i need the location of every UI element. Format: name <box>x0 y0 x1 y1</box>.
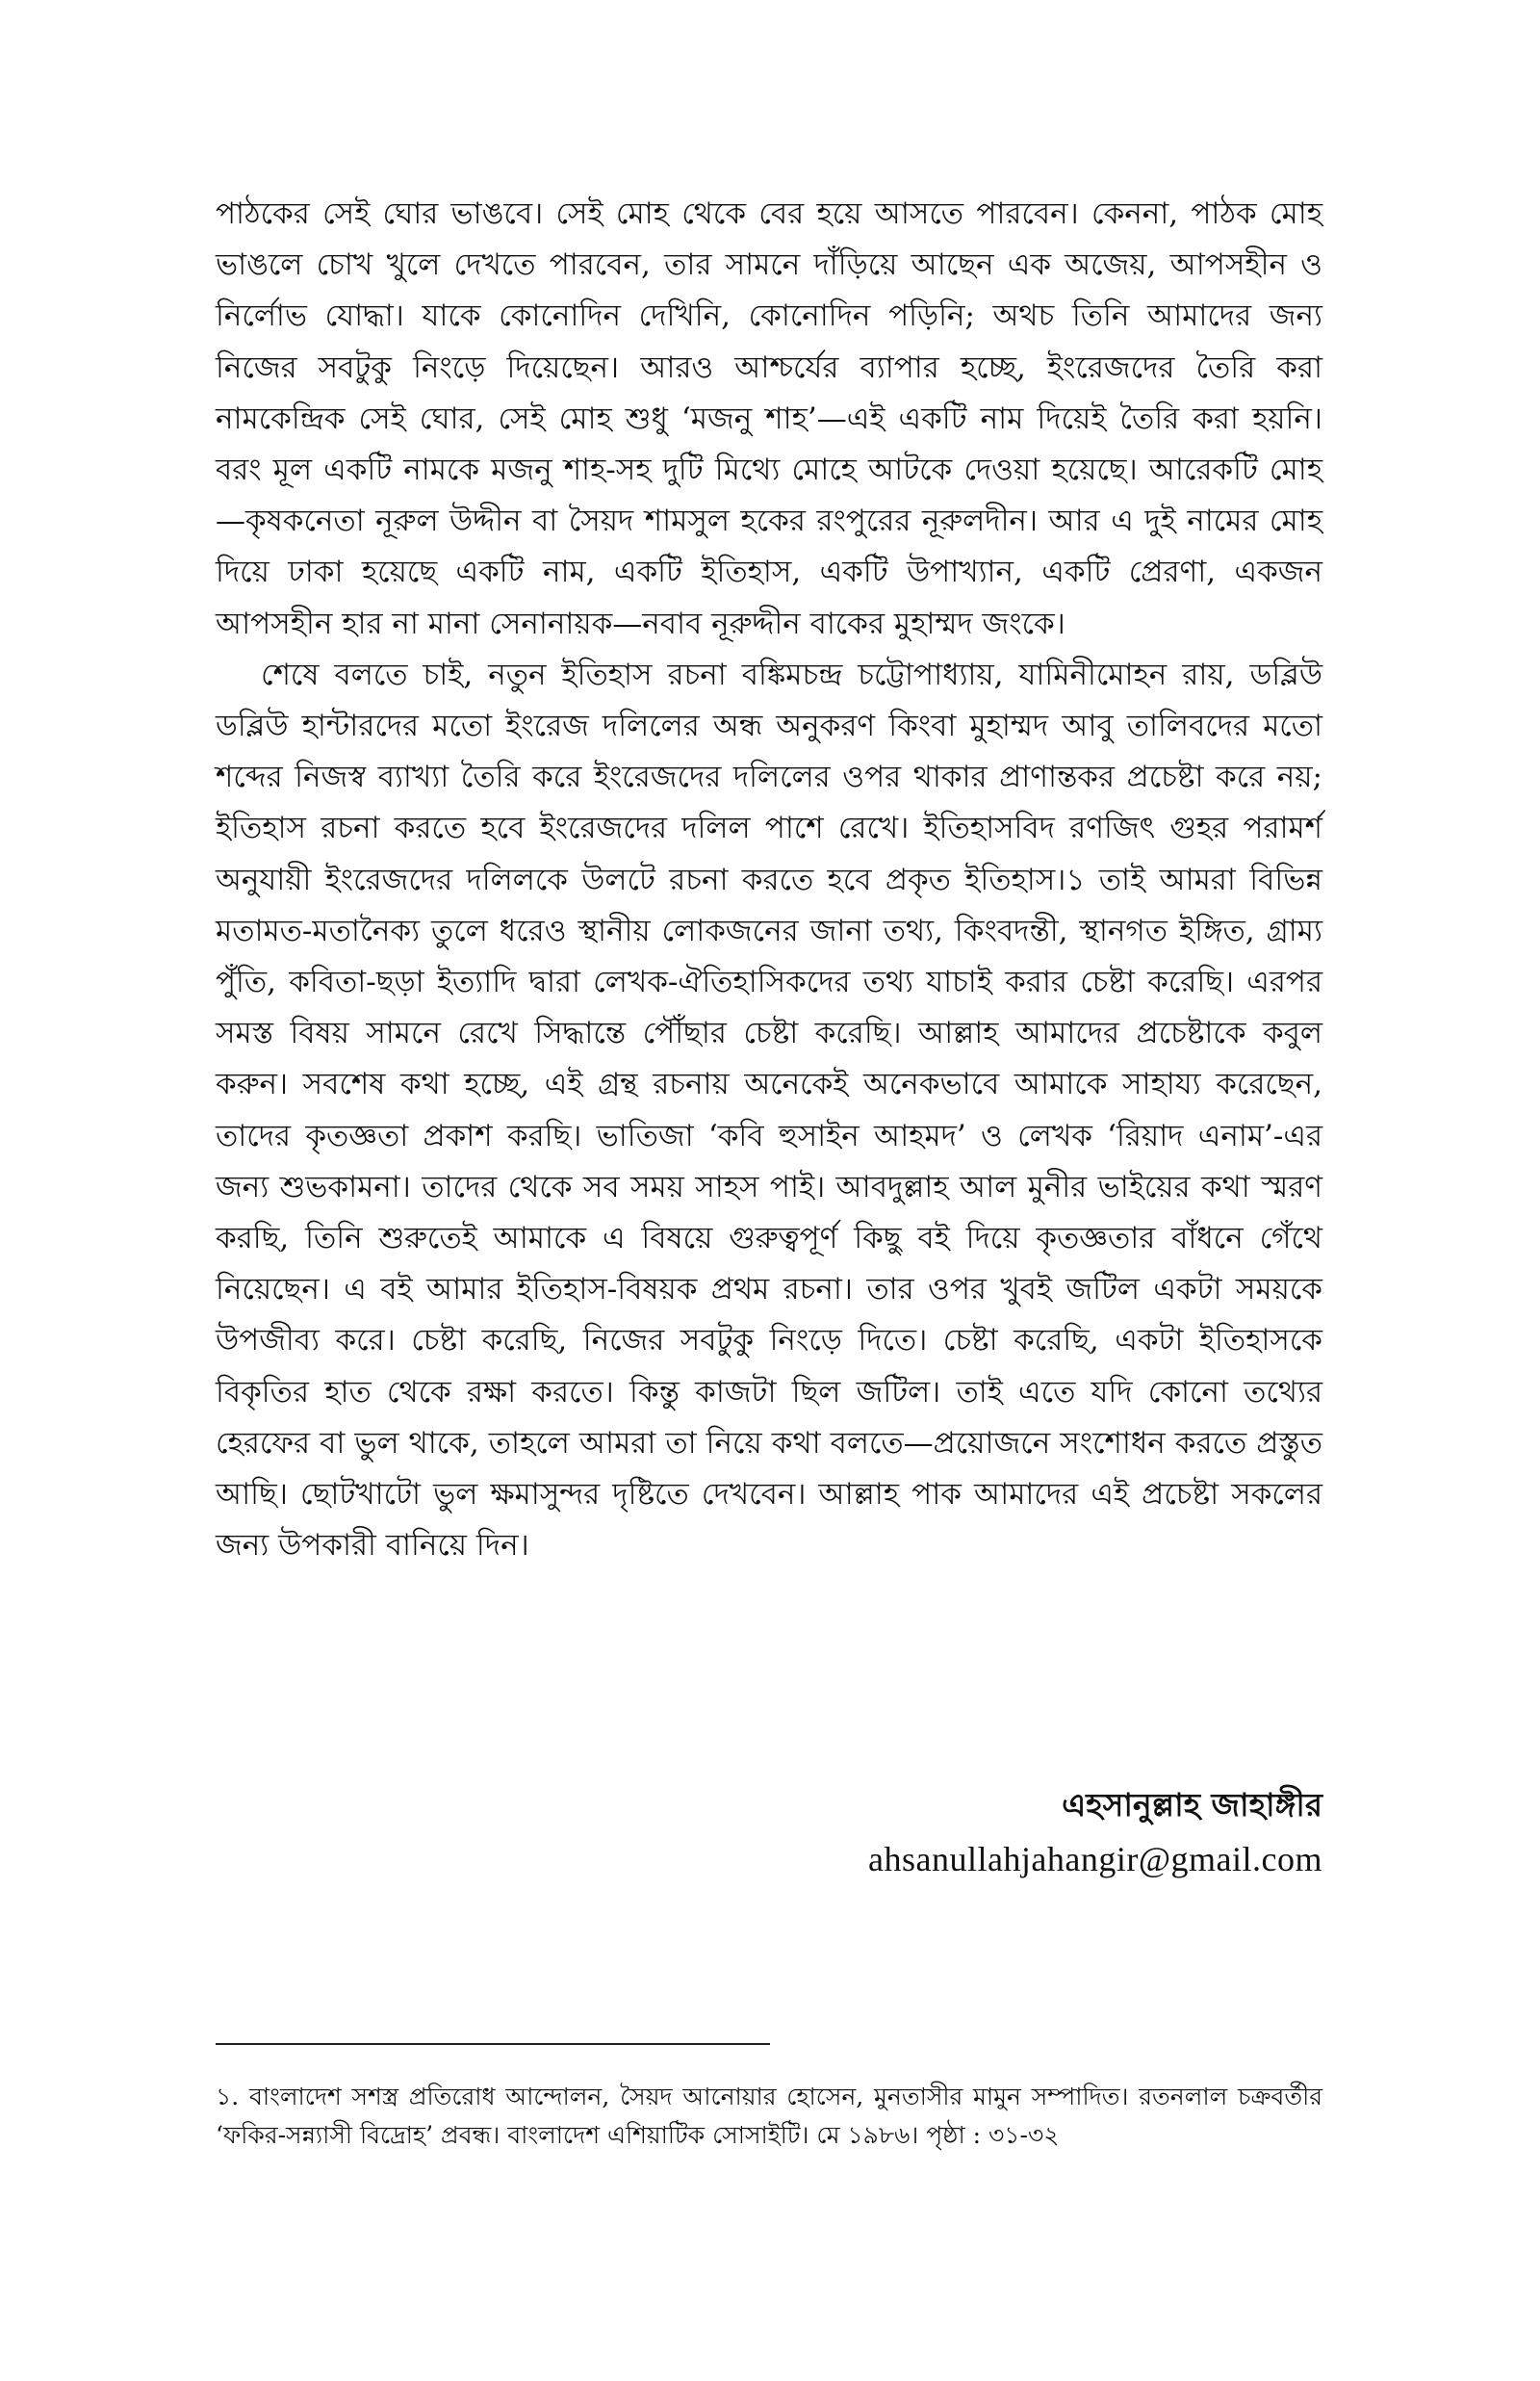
author-email: ahsanullahjahangir@gmail.com <box>867 1840 1322 1878</box>
footnote-divider <box>216 2043 770 2045</box>
paragraph-2: শেষে বলতে চাই, নতুন ইতিহাস রচনা বঙ্কিমচন্দ্র চট্টোপাধ্যায়, যামিনীমোহন রায়, ডব্লিউ ডব্লিউ হান্টারদের মতো ইংরেজ দলিলের অন্ধ অনুকরণ কিংবা মুহাম্মদ আবু তালিবদের মতো শব্দের নিজস্ব ব্যাখ্যা তৈরি করে ইংরেজদের দলিলের ওপর থাকার প্রাণান্তকর প্রচেষ্টা করে নয়; ইতিহাস রচনা করতে হবে ইংরেজদের দলিল পাশে রেখে। ইতিহাসবিদ রণজিৎ গুহর পরামর্শ অনুযায়ী ইংরেজদের দলিলকে উলটে রচনা করতে হবে প্রকৃত ইতিহাস।১ তাই আমরা বিভিন্ন মতামত-মতানৈক্য তুলে ধরেও স্থানীয় লোকজনের জানা তথ্য, কিংবদন্তী, স্থানগত ইঙ্গিত, গ্রাম্য পুঁতি, কবিতা-ছড়া ইত্যাদি দ্বারা লেখক-ঐতিহাসিকদের তথ্য যাচাই করার চেষ্টা করেছি। এরপর সমস্ত বিষয় সামনে রেখে সিদ্ধান্তে পৌঁছার চেষ্টা করেছি। আল্লাহ আমাদের প্রচেষ্টাকে কবুল করুন। সবশেষ কথা হচ্ছে, এই গ্রন্থ রচনায় অনেকেই অনেকভাবে আমাকে সাহায্য করেছেন, তাদের কৃতজ্ঞতা প্রকাশ করছি। ভাতিজা ‘কবি হুসাইন আহমদ’ ও লেখক ‘রিয়াদ এনাম’-এর জন্য শুভকামনা। তাদের থেকে সব সময় সাহস পাই। আবদুল্লাহ আল মুনীর ভাইয়ের কথা স্মরণ করছি, তিনি শুরুতেই আমাকে এ বিষয়ে গুরুত্বপূর্ণ কিছু বই দিয়ে কৃতজ্ঞতার বাঁধনে গেঁথে নিয়েছেন। এ বই আমার ইতিহাস-বিষয়ক প্রথম রচনা। তার ওপর খুবই জটিল একটা সময়কে উপজীব্য করে। চেষ্টা করেছি, নিজের সবটুকু নিংড়ে দিতে। চেষ্টা করেছি, একটা ইতিহাসকে বিকৃতির হাত থেকে রক্ষা করতে। কিন্তু কাজটা ছিল জটিল। তাই এতে যদি কোনো তথ্যের হেরফের বা ভুল থাকে, তাহলে আমরা তা নিয়ে কথা বলতে—প্রয়োজনে সংশোধন করতে প্রস্তুত আছি। ছোটখাটো ভুল ক্ষমাসুন্দর দৃষ্টিতে দেখবেন। আল্লাহ পাক আমাদের এই প্রচেষ্টা সকলের জন্য উপকারী বানিয়ে দিন। <box>216 657 1322 1564</box>
body-text <box>216 189 1322 1571</box>
author-signature: এহসানুল্লাহ জাহাঙ্গীর <box>1062 1786 1322 1824</box>
footnote <box>216 2078 1322 2155</box>
paragraph-1: পাঠকের সেই ঘোর ভাঙবে। সেই মোহ থেকে বের হয়ে আসতে পারবেন। কেননা, পাঠক মোহ ভাঙলে চোখ খুলে দেখতে পারবেন, তার সামনে দাঁড়িয়ে আছেন এক অজেয়, আপসহীন ও নির্লোভ যোদ্ধা। যাকে কোনোদিন দেখিনি, কোনোদিন পড়িনি; অথচ তিনি আমাদের জন্য নিজের সবটুকু নিংড়ে দিয়েছেন। আরও আশ্চর্যের ব্যাপার হচ্ছে, ইংরেজদের তৈরি করা নামকেন্দ্রিক সেই ঘোর, সেই মোহ শুধু ‘মজনু শাহ’—এই একটি নাম দিয়েই তৈরি করা হয়নি। বরং মূল একটি নামকে মজনু শাহ-সহ দুটি মিথ্যে মোহে আটকে দেওয়া হয়েছে। আরেকটি মোহ—কৃষকনেতা নূরুল উদ্দীন বা সৈয়দ শামসুল হকের রংপুরের নূরুলদীন। আর এ দুই নামের মোহ দিয়ে ঢাকা হয়েছে একটি নাম, একটি ইতিহাস, একটি উপাখ্যান, একটি প্রেরণা, একজন আপসহীন হার না মানা সেনানায়ক—নবাব নূরুদ্দীন বাকের মুহাম্মদ জংকে। <box>216 196 1322 641</box>
footnote-text: ১. বাংলাদেশ সশস্ত্র প্রতিরোধ আন্দোলন, সৈয়দ আনোয়ার হোসেন, মুনতাসীর মামুন সম্পাদিত। রতনলাল চক্রবর্তীর ‘ফকির-সন্ন্যাসী বিদ্রোহ’ প্রবন্ধ। বাংলাদেশ এশিয়াটিক সোসাইটি। মে ১৯৮৬। পৃষ্ঠা : ৩১-৩২ <box>216 2083 1322 2149</box>
